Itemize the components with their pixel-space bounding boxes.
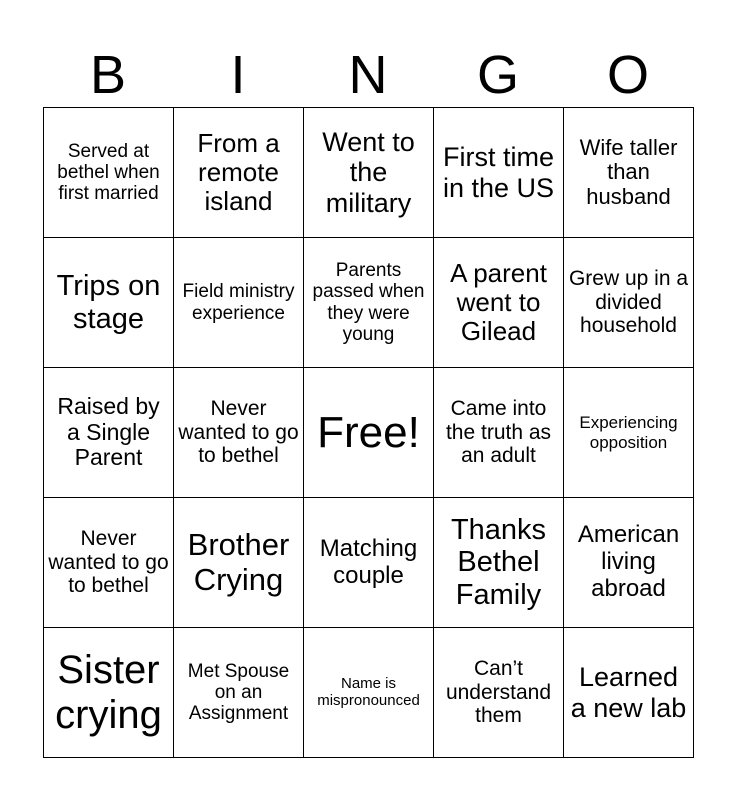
- header-letter-g: G: [476, 45, 519, 105]
- bingo-cell[interactable]: Served at bethel when first married: [44, 108, 174, 238]
- bingo-header: [43, 42, 693, 108]
- bingo-cell[interactable]: From a remote island: [174, 108, 304, 238]
- bingo-cell[interactable]: First time in the US: [434, 108, 564, 238]
- bingo-cell[interactable]: Wife taller than husband: [564, 108, 694, 238]
- bingo-cell[interactable]: Can’t understand them: [434, 628, 564, 758]
- bingo-cell[interactable]: Never wanted to go to bethel: [174, 368, 304, 498]
- header-letter-b: B: [89, 45, 127, 105]
- board-row: [44, 238, 694, 368]
- bingo-cell[interactable]: Met Spouse on an Assignment: [174, 628, 304, 758]
- bingo-cell[interactable]: Thanks Bethel Family: [434, 498, 564, 628]
- header-letter-o: O: [606, 45, 649, 105]
- bingo-cell[interactable]: Trips on stage: [44, 238, 174, 368]
- bingo-cell[interactable]: Raised by a Single Parent: [44, 368, 174, 498]
- bingo-cell[interactable]: Never wanted to go to bethel: [44, 498, 174, 628]
- bingo-cell[interactable]: Came into the truth as an adult: [434, 368, 564, 498]
- bingo-cell[interactable]: A parent went to Gilead: [434, 238, 564, 368]
- bingo-cell[interactable]: Learned a new lab: [564, 628, 694, 758]
- board-row: [44, 108, 694, 238]
- free-space[interactable]: Free!: [304, 368, 434, 498]
- bingo-cell[interactable]: Name is mispronounced: [304, 628, 434, 758]
- board-row: [44, 368, 694, 498]
- bingo-cell[interactable]: Field ministry experience: [174, 238, 304, 368]
- board-row: [44, 628, 694, 758]
- bingo-cell[interactable]: Sister crying: [44, 628, 174, 758]
- bingo-cell[interactable]: Went to the military: [304, 108, 434, 238]
- bingo-cell[interactable]: Matching couple: [304, 498, 434, 628]
- board-row: [44, 498, 694, 628]
- bingo-cell[interactable]: Parents passed when they were young: [304, 238, 434, 368]
- bingo-cell[interactable]: Grew up in a divided household: [564, 238, 694, 368]
- bingo-board: [43, 107, 694, 758]
- header-letter-n: N: [348, 45, 388, 105]
- bingo-cell[interactable]: Brother Crying: [174, 498, 304, 628]
- bingo-cell[interactable]: American living abroad: [564, 498, 694, 628]
- bingo-cell[interactable]: Experiencing opposition: [564, 368, 694, 498]
- header-letter-i: I: [230, 45, 246, 105]
